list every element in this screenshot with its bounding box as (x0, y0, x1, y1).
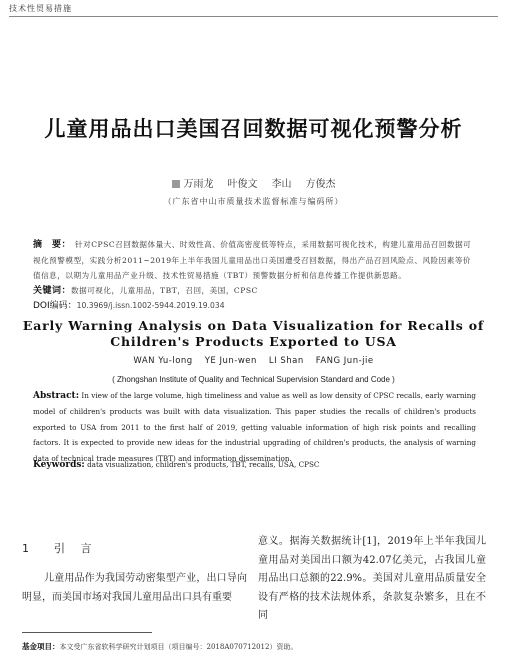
author-en: WAN Yu-long (133, 356, 193, 366)
footnote-divider (22, 632, 152, 633)
keywords-en-label: Keywords: (33, 460, 85, 470)
keywords-en-text: data visualization, children's products, TBT, recalls, USA, CPSC (87, 460, 320, 469)
header-divider (9, 16, 498, 17)
paper-title-en-line: Children's Products Exported to USA (110, 334, 397, 349)
section-title: 引 言 (54, 542, 98, 555)
body-text-right-column: 意义。据海关数据统计[1]，2019年上半年我国儿童用品对美国出口额为42.07亿美元，占我国儿童用品出口总额的22.9%。美国对儿童用品质量安全设有严格的技术法规体系，条款复杂繁多，且在不同 (258, 536, 486, 621)
abstract-cn-text: 针对CPSC召回数据体量大、时效性高、价值高密度低等特点，采用数据可视化技术，构建儿童用品召回数据可视化预警模型，实践分析2011~2019年上半年我国儿童用品出口美国遭受召回数据，得出产品召回风险点、风险因素等价值信息，以期为儿童用品产业升级、技术性贸易措施（TBT）预警数据分析和信息传播工作提供新思路。 (33, 240, 472, 280)
affiliation-cn: （广东省中山市质量技术监督标准与编码所） (163, 197, 344, 206)
author-en: LI Shan (268, 356, 304, 366)
funding-footnote (22, 641, 297, 652)
abstract-en (33, 388, 476, 466)
author-cn: 叶俊文 (227, 179, 258, 190)
abstract-en-label: Abstract: (33, 391, 80, 401)
abstract-cn-label: 摘 要： (33, 240, 72, 250)
doi-value[interactable]: 10.3969/j.issn.1002-5944.2019.19.034 (76, 301, 225, 310)
keywords-cn-label: 关键词： (33, 286, 72, 296)
author-en: YE Jun-wen (204, 356, 257, 366)
paper-title-cn: 儿童用品出口美国召回数据可视化预警分析 (44, 117, 463, 141)
footnote-label: 基金项目： (22, 642, 60, 651)
keywords-en (33, 460, 476, 470)
author-cn: 方俊杰 (305, 179, 336, 190)
abstract-en-text: In view of the large volume, high timeliness and value as well as low density of CPSC recalls, early warning model of children's products was built with data visualization. This paper studies the recalls of children's products exported to USA from 2011 to the first half of 2019, getting valuable information of high risk points and recalling factors. It is expected to provide new ideas for the industrial upgrading of children's products, the analysis of warning data of technical trade measures (TBT) and information dissemination. (33, 391, 476, 463)
journal-section-header: 技术性贸易措施 (9, 4, 72, 13)
section-number: 1 (22, 542, 35, 555)
keywords-cn (33, 283, 476, 296)
footnote-text: 本文受广东省软科学研究计划项目（项目编号：2018A070712012）资助。 (59, 643, 298, 651)
doi-line (33, 298, 476, 311)
author-cn: 李山 (271, 179, 292, 190)
author-cn: 万雨龙 (183, 179, 214, 190)
section-heading (22, 540, 98, 556)
affiliation-en: ( Zhongshan Institute of Quality and Technical Supervision Standard and Code ) (112, 375, 395, 384)
paper-title-en-line: Early Warning Analysis on Data Visualization for Recalls of (22, 318, 485, 333)
body-text-left-column: 儿童用品作为我国劳动密集型产业，出口导向明显，而美国市场对我国儿童用品出口具有重要 (22, 573, 247, 603)
authors-en (0, 356, 507, 366)
keywords-cn-text: 数据可视化，儿童用品，TBT，召回，美国，CPSC (71, 286, 258, 295)
authors-cn (0, 175, 507, 190)
doi-label: DOI编码： (33, 301, 77, 311)
paper-title-en (0, 318, 507, 350)
abstract-cn (33, 237, 476, 283)
author-marker-icon (172, 180, 180, 188)
author-en: FANG Jun-jie (315, 356, 374, 366)
